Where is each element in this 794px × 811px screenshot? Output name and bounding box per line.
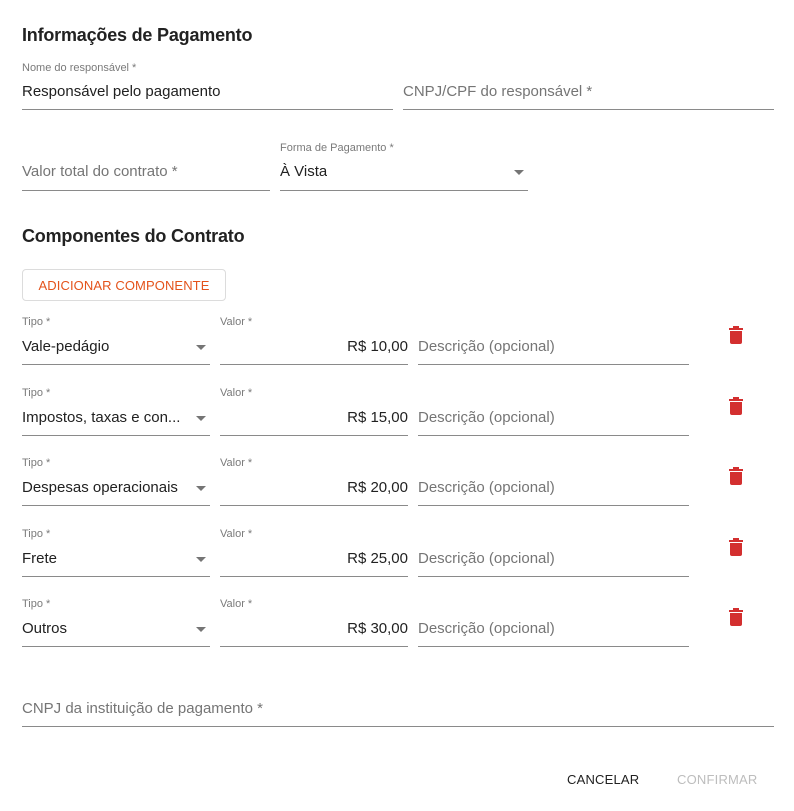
field-underline (22, 505, 210, 506)
component-type-label: Tipo * (22, 457, 51, 469)
trash-icon[interactable] (729, 608, 743, 626)
trash-icon[interactable] (729, 397, 743, 415)
component-description-placeholder[interactable]: Descrição (opcional) (418, 338, 555, 355)
component-description-placeholder[interactable]: Descrição (opcional) (418, 620, 555, 637)
component-value-label: Valor * (220, 598, 253, 610)
component-type-select[interactable] (22, 385, 210, 436)
field-underline (220, 505, 408, 506)
field-underline (22, 646, 210, 647)
component-value-label: Valor * (220, 528, 253, 540)
component-description-placeholder[interactable]: Descrição (opcional) (418, 550, 555, 567)
institution-document-field[interactable] (22, 676, 774, 727)
field-underline (418, 364, 689, 365)
field-underline (418, 576, 689, 577)
field-underline (403, 109, 774, 110)
institution-document-placeholder[interactable]: CNPJ da instituição de pagamento * (22, 700, 263, 717)
component-type-value[interactable]: Impostos, taxas e con... (22, 409, 181, 426)
component-type-value[interactable]: Outros (22, 620, 68, 637)
payment-section-title: Informações de Pagamento (22, 25, 253, 45)
component-value-field[interactable] (220, 596, 408, 647)
field-underline (220, 435, 408, 436)
contract-total-placeholder[interactable]: Valor total do contrato * (22, 163, 178, 180)
component-value-label: Valor * (220, 457, 253, 469)
component-type-label: Tipo * (22, 387, 51, 399)
field-underline (220, 646, 408, 647)
add-component-button[interactable]: ADICIONAR COMPONENTE (22, 269, 226, 301)
component-description-field[interactable] (418, 526, 689, 577)
component-value-label: Valor * (220, 387, 253, 399)
component-value[interactable]: R$ 15,00 (347, 409, 408, 426)
caret-down-icon[interactable] (196, 486, 206, 491)
caret-down-icon[interactable] (196, 627, 206, 632)
field-underline (418, 505, 689, 506)
component-type-value[interactable]: Vale-pedágio (22, 338, 110, 355)
component-value[interactable]: R$ 10,00 (347, 338, 408, 355)
trash-icon[interactable] (729, 538, 743, 556)
component-value-field[interactable] (220, 314, 408, 365)
field-underline (22, 190, 270, 191)
field-underline (22, 726, 774, 727)
component-type-select[interactable] (22, 314, 210, 365)
caret-down-icon[interactable] (196, 416, 206, 421)
component-value[interactable]: R$ 30,00 (347, 620, 408, 637)
field-underline (22, 109, 393, 110)
component-description-placeholder[interactable]: Descrição (opcional) (418, 479, 555, 496)
component-type-label: Tipo * (22, 598, 51, 610)
payment-method-value[interactable]: À Vista (280, 163, 328, 180)
caret-down-icon[interactable] (196, 557, 206, 562)
trash-icon[interactable] (729, 326, 743, 344)
field-underline (418, 435, 689, 436)
field-underline (22, 364, 210, 365)
responsible-name-label: Nome do responsável * (22, 62, 137, 74)
responsible-name-field[interactable] (22, 60, 393, 110)
field-underline (220, 576, 408, 577)
cancel-button[interactable]: CANCELAR (567, 772, 640, 787)
component-type-value[interactable]: Frete (22, 550, 58, 567)
component-value-field[interactable] (220, 526, 408, 577)
component-type-label: Tipo * (22, 316, 51, 328)
component-value-label: Valor * (220, 316, 253, 328)
component-type-select[interactable] (22, 455, 210, 506)
responsible-document-placeholder[interactable]: CNPJ/CPF do responsável * (403, 83, 593, 100)
field-underline (220, 364, 408, 365)
contract-total-field[interactable] (22, 140, 270, 191)
component-value[interactable]: R$ 20,00 (347, 479, 408, 496)
component-description-field[interactable] (418, 596, 689, 647)
component-value-field[interactable] (220, 455, 408, 506)
components-section-title: Componentes do Contrato (22, 226, 245, 246)
trash-icon[interactable] (729, 467, 743, 485)
field-underline (22, 576, 210, 577)
component-type-value[interactable]: Despesas operacionais (22, 479, 178, 496)
component-value-field[interactable] (220, 385, 408, 436)
caret-down-icon[interactable] (514, 170, 524, 175)
payment-method-select[interactable] (280, 140, 528, 191)
component-type-label: Tipo * (22, 528, 51, 540)
payment-method-label: Forma de Pagamento * (280, 142, 394, 154)
responsible-name-value[interactable]: Responsável pelo pagamento (22, 83, 221, 100)
component-description-field[interactable] (418, 455, 689, 506)
confirm-button[interactable]: CONFIRMAR (677, 772, 758, 787)
component-value[interactable]: R$ 25,00 (347, 550, 408, 567)
component-type-select[interactable] (22, 596, 210, 647)
field-underline (418, 646, 689, 647)
component-description-placeholder[interactable]: Descrição (opcional) (418, 409, 555, 426)
component-description-field[interactable] (418, 385, 689, 436)
field-underline (280, 190, 528, 191)
responsible-document-field[interactable] (403, 60, 774, 110)
component-type-select[interactable] (22, 526, 210, 577)
field-underline (22, 435, 210, 436)
component-description-field[interactable] (418, 314, 689, 365)
caret-down-icon[interactable] (196, 345, 206, 350)
